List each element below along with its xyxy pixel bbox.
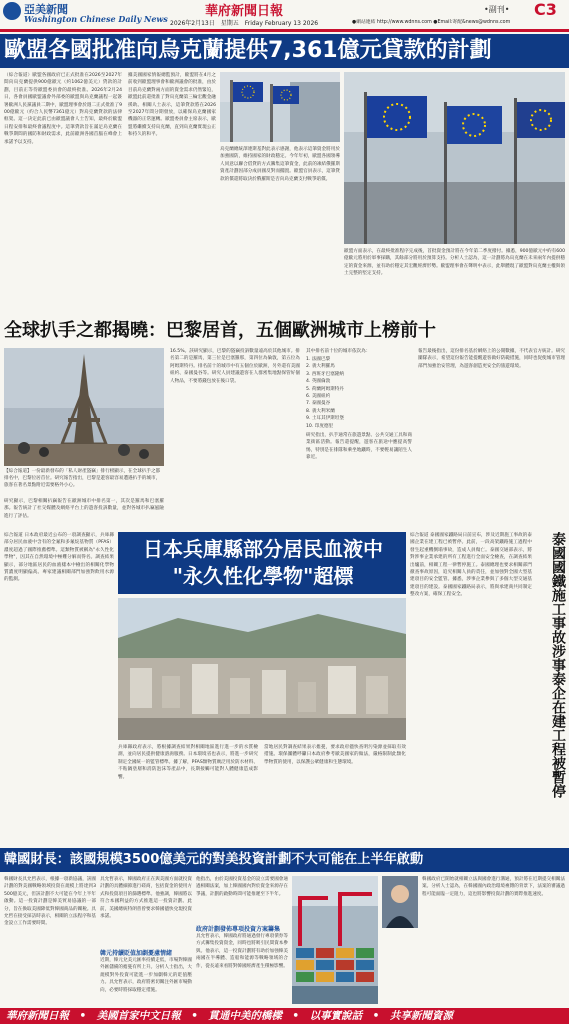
ranking-item: 4. 英國倫敦 (306, 379, 331, 385)
article3-column-left: 綜合報道 日本政府最近公布的一項調查顯示，兵庫縣部分居民血液中含有的全氟和多氟烷基物質（PFAS）濃度超過了國際推薦標準。這類物質被稱為"永久性化學物"，因其在自然環境中極難分解而得名。調查結果顯示，部分地區居民的血液樣本中檢出的相關化學物質濃度明顯偏高。專家建議相關部門加強對飲用水源的監測。 (4, 533, 114, 583)
article5-column-6: 韓國政府已開始就相關立法與國會進行溝通，預計將在近期提交相關法案。分析人士認為，在韓國國內政治環境複雜的背景下，法案的審議過程可能面臨一定阻力，這也將影響投資計劃的實際推進速度。 (422, 877, 565, 897)
masthead (0, 0, 569, 34)
ranking-intro: 其中排名前十位的城市依次為： (306, 349, 371, 354)
page-code: C3 (534, 0, 557, 19)
korea-finance-minister-illustration (382, 876, 418, 928)
newspaper-title: 華府新聞日報 (205, 4, 284, 19)
eiffel-tower-photo (4, 348, 164, 466)
hyogo-city-photo (118, 598, 406, 740)
brand-name-en: Washington Chinese Daily News (24, 14, 168, 24)
korea-finance-minister-photo (382, 876, 418, 928)
eiffel-tower-illustration (4, 348, 164, 466)
brand-name-cn: 亞美新聞 (24, 3, 68, 16)
hyogo-city-illustration (118, 598, 406, 740)
headline-paris-pickpocket: 全球扒手之都揭曉：巴黎居首，五個歐洲城市上榜前十 (4, 320, 436, 341)
ranking-item: 10. 印度德里 (306, 423, 334, 429)
article1-column-1: （綜合報道）歐盟各國政府已正式批准在2026至2027年間向烏克蘭提供900億歐元（約1062億美元）貸款的計劃，目前正等待歐盟委員會的最終批准。2026年2月24日，各會員國歐盟議會外部委的歐盟與烏克蘭議程一起簽署歐洲人民黨議員二期中，歐盟理事會於週二正式批准了900億歐元（約合人民幣7361億元）對烏克蘭貸款的法律框架。這一決定此前已由歐盟議會人士告知，最終於歐盟日程安排和最終會議程度中。這筆貸款旨在滿足烏克蘭在戰爭期間的國防和財政需求，此前歐洲各國首腦在峰會上承諾予以支持。 (4, 73, 122, 145)
article5-column-5: 具允哲表示，韓國政府將通過發行專項債券等方式籌集投資資金，同時也將吸引民間資本參與。他表示，這一投資計劃將有助於加強韓美兩國在半導體、造船和能源等戰略領域的合作，從長遠來看將對韓國經濟產生積極影響。 (196, 934, 288, 969)
article1-column-2: 據美國國家情報總監預計，歐盟將在4月之前收到歐盟理事會和歐洲議會的批准，由於目前烏克蘭對兩方面的資金需求仍然緊迫，歐盟此前還批准了對烏克蘭第三輪宏觀金融援助。相關人士表示，這筆貸款將在2026至2027年間分期發放，以確保烏克蘭國家機器的正常運轉。歐盟委員會主席表示，歐盟將繼續支持烏克蘭，直到烏克蘭實現公正和持久的和平。 (128, 73, 216, 138)
headline-korea-investment: 韓國財長：該國規模3500億美元的對美投資計劃不大可能在上半年啟動 (0, 848, 569, 872)
article2-column-e: 報告最後指出，這份排名基於網絡上的公開數據，不代表官方統計。研究團隊表示，希望這份報告能提醒遊客做好防範措施，同時也促使城市管理部門加強治安管理，為遊客創造更安全的旅遊環境。 (418, 349, 565, 369)
ranking-item: 2. 義大利羅馬 (306, 364, 335, 370)
section-label: •副刊• (484, 5, 510, 14)
eu-flags-large-illustration (344, 72, 565, 244)
ranking-item: 3. 西班牙巴塞隆納 (306, 371, 345, 377)
eu-flags-photo (220, 72, 340, 142)
article5-column-2-group (100, 876, 192, 1004)
eu-flags-illustration (220, 72, 340, 142)
subhead-won-depreciation: 韓元持續貶值加劇憂慮情緒 (100, 950, 173, 957)
ranking-item: 6. 美國紐約 (306, 393, 331, 399)
article2-column-a: 研究顯示，巴黎相關扒竊報告在歐洲城市中排名第一，其次是羅馬和巴塞羅那。報告統計了社交媒體及網絡平台上的遊客投訴數量，並對各城市扒竊風險進行了評估。 (4, 499, 164, 519)
ranking-item: 7. 泰國曼谷 (306, 401, 331, 407)
article5-column-2: 具允哲表示，韓國政府正在與美國方面就投資計劃的具體細節進行磋商，包括資金的使用方式和投資項目的篩選標準。他強調，韓國將以符合本國利益的方式推進這一投資計劃。此前，美國總統特朗普曾要求韓國儘快兌現投資承諾。 (100, 877, 192, 920)
footer-banner: 華府新聞日報 • 美國首家中文日報 • 貫通中美的橋樑 • 以事實說話 • 共享新聞資源 (0, 1008, 569, 1024)
article3-column-right: 當地居民對調查結果表示擔憂，要求政府儘快查明污染源並採取有效措施。環保團體呼籲日本政府參考歐美國家的做法，嚴格限制此類化學物質的使用，以保護公眾健康和生態環境。 (264, 745, 406, 765)
brand-logo-icon (3, 2, 21, 20)
ranking-item: 5. 荷蘭阿姆斯特丹 (306, 386, 345, 392)
ranking-item: 8. 義大利米蘭 (306, 408, 335, 414)
date-line: 2026年2月13日 星期五 Friday February 13 2026 (170, 20, 319, 27)
header-rule (0, 29, 569, 32)
paris-photo-caption: 【綜合報道】一份最新發布的「私人財產盜竊」排行榜顯示，在全球扒手之都排名中，巴黎位居首位。研究報告指出，巴黎是遊客最容易遭遇扒手的城市，旅客在著名景點附近需要格外小心。 (4, 469, 161, 488)
headline-thailand-railway: 泰國國鐵施工事故涉事泰企在建工程被暫停 (550, 532, 566, 798)
headline-japan-line-2: "永久性化學物"超標 (172, 564, 354, 588)
article2-column-d: 研究指出，扒手通常在旅遊景點、公共交通工具和商業街區活動。報告還提醒，遊客在旅途中應提高警惕，特別是在排隊和乘坐地鐵時，不要輕易讓陌生人靠近。 (306, 432, 412, 461)
article1-column-3: 烏克蘭總統澤連斯基對此表示感謝，他表示這筆資金將用於加強國防，維持國家的財政穩定。今年年初，歐盟各國領導人同意以聯合借貸的方式籌集這筆資金，此前的凍結俄羅斯資產計劃因部分成員國反對而擱置。歐盟官員表示，這筆貸款的償還將取決於俄羅斯是否向烏克蘭支付戰爭賠償。 (220, 147, 340, 182)
headline-eu-ukraine-loan: 歐盟各國批准向烏克蘭提供7,361億元貸款的計劃 (0, 34, 569, 68)
website-link[interactable]: ●網站連結 http://www.wdnns.com ●Email:寄配&news@wdnns.com (352, 20, 511, 25)
article3-column-mid: 兵庫縣政府表示，將根據調查結果對相關地區進行進一步的水質檢測，並向居民提供健康諮詢服務。日本環境省也表示，將進一步研究制定全國統一的監管標準。據了解，PFAS類物質廣泛用於防水材料、不粘鍋塗層和消防泡沫等產品中，長期接觸可能對人體健康造成影響。 (118, 745, 258, 780)
eu-flags-large-photo (344, 72, 565, 244)
ranking-items (306, 356, 412, 430)
article5-column-1: 韓國財長具允哲表示，根據一項新協議，該國計劃的對美國戰略領域投資在規模上將達到3500億美元，但該計劃不大可能在今年上半年啟動。這一投資計劃是韓美貿易協議的一部分，旨在換取美國降低對韓國商品的關稅。具允哲在接受採訪時表示，相關的立法程序和基金設立工作需要時間。 (4, 877, 96, 927)
subhead-government-plan: 政府計劃發佈專項投資方案籌集 (196, 926, 281, 933)
container-port-photo (292, 876, 378, 1004)
ranking-list (306, 348, 412, 528)
headline-japan-line-1: 日本兵庫縣部分居民血液中 (143, 537, 383, 561)
article5-column-4: 他指出，由於美國投資基金的設立需要國會通過相關法案，加上韓國國內對於資金來源存在爭議，計劃的啟動時間可能推遲至下半年。 (196, 877, 288, 897)
article5-column-4-group (196, 876, 288, 1004)
article4-body: 綜合報道 泰國國家鐵路局日前宣布，涉及近期施工事故的泰國企業在建工程已被暫停。此前，一段高架鐵路施工過程中發生起重機倒塌事故，造成人員傷亡。泰國交通部表示，將對涉事企業承建的所有工程進行全面安全檢查，在調查結果出爐前，相關工程一律暫停施工。泰國總理也要求相關部門徹查事故原因，追究相關人員的責任，並加強對全國大型基建項目的安全監管。據悉，涉事企業參與了多個大型交通基建項目的建設。泰國國家鐵路局表示，將與承建商共同制定整改方案，確保工程安全。 (410, 533, 532, 598)
ranking-item: 9. 土耳其伊斯坦堡 (306, 416, 345, 422)
headline-japan-pfas (118, 532, 406, 594)
container-port-illustration (292, 876, 378, 1004)
article2-column-b: 16.5%。該研究顯示，巴黎的盜竊投訴數量遠高於其他城市。排名第二的是羅馬，第三位是巴塞羅那，第四位為倫敦，第五位為阿姆斯特丹。排名前十的城市中有五個位於歐洲，另外還有美國紐約、泰國曼谷等。研究人員建議遊客在人群密集地點保管好個人物品，不要將錢包放在後口袋。 (170, 349, 300, 384)
article1-column-4: 歐盟方面表示，在最終批准程序完成後，首批資金預計將在今年第二季度撥付。據悉，900億歐元中約有600億歐元將用於軍事採購，其餘部分將用於預算支持。分析人士認為，這一計劃將為烏克蘭在未來兩年內提供穩定的資金來源，並有助於穩定其宏觀經濟形勢。歐盟理事會在聲明中表示，此舉體現了歐盟對烏克蘭主權與領土完整的堅定支持。 (344, 249, 565, 277)
article5-column-3: 近期，韓元兌美元匯率持續走低，市場對韓國外匯儲備的擔憂有所上升。分析人士指出，大規模對外投資可能進一步加劇韓元的貶值壓力。具允哲表示，政府將密切關注外匯市場動向，必要時將採取穩定措施。 (100, 958, 192, 993)
ranking-item: 1. 法國巴黎 (306, 357, 331, 362)
